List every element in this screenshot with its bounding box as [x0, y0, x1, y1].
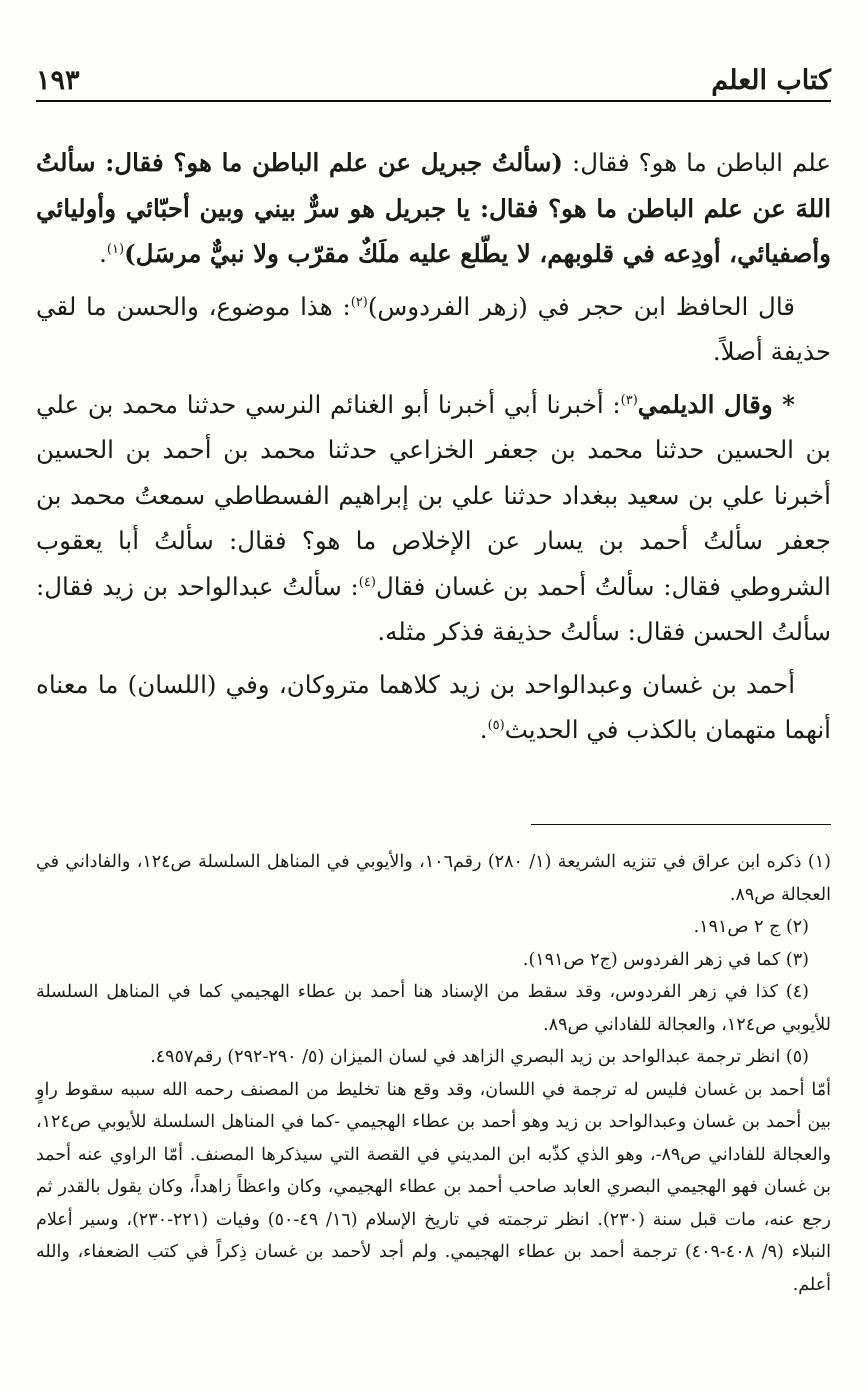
paragraph-2	[36, 284, 831, 375]
footnotes	[36, 846, 831, 1301]
footnote-2: (٢) ج ٢ ص١٩١.	[693, 917, 809, 937]
p4-text: أحمد بن غسان وعبدالواحد بن زيد كلاهما متروكان، وفي (اللسان) ما معناه أنهما متهمان بالكذب في الحديث	[36, 669, 831, 744]
header-rule	[36, 100, 831, 102]
footnote-3: (٣) كما في زهر الفردوس (ج٢ ص١٩١).	[522, 949, 809, 970]
p2-end: : هذا موضوع، والحسن ما لقي حذيفة أصلاً.	[36, 291, 831, 366]
p4-end: .	[479, 715, 488, 744]
p2-start: قال الحافظ ابن حجر في (زهر الفردوس)	[367, 291, 796, 321]
footnote-ref-1[interactable]: (١)	[106, 241, 125, 257]
paragraph-4	[36, 662, 831, 753]
footnote-4: (٤) كذا في زهر الفردوس، وقد سقط من الإسناد هنا أحمد بن عطاء الهجيمي كما في المناهل السلسلة للأيوبي ص١٢٤، والعجالة للفاداني ص٨٩.	[36, 982, 831, 1035]
footnote-ref-2[interactable]: (٢)	[350, 294, 368, 310]
p3-isnad: : أخبرنا أبي أخبرنا أبو الغنائم النرسي حدثنا محمد بن علي بن الحسين حدثنا محمد بن جعفر الخزاعي حدثنا محمد بن أحمد بن الحسين أخبرنا علي بن سعيد ببغداد حدثنا علي بن إبراهيم الفسطاطي سمعتُ محمد بن جعفر سألتُ أحمد بن يسار عن الإخلاص ما هو؟ فقال: سألتُ أبا يعقوب الشروطي فقال: سألتُ أحمد بن غسان فقال	[36, 389, 831, 601]
p1-end: .	[99, 239, 107, 268]
paragraph-3	[36, 382, 831, 655]
book-title: كتاب العلم	[711, 65, 831, 96]
p3-end: : سألتُ عبدالواحد بن زيد فقال: سألتُ الحسن فقال: سألتُ حذيفة فذكر مثله.	[36, 571, 831, 646]
footnote-5: (٥) انظر ترجمة عبدالواحد بن زيد البصري الزاهد في لسان الميزان (٥/ ٢٩٠-٢٩٢) رقم٤٩٥٧.	[150, 1047, 809, 1067]
paragraph-1	[36, 140, 831, 277]
running-header	[36, 52, 831, 96]
footnote-ref-3[interactable]: (٣)	[620, 392, 638, 408]
footnote-ref-5[interactable]: (٥)	[487, 717, 505, 733]
footnote-1: (١) ذكره ابن عراق في تنزيه الشريعة (١/ ٢٨٠) رقم١٠٦، والأيوبي في المناهل السلسلة ص١٢٤، والفاداني في العجالة ص٨٩.	[36, 852, 831, 905]
footnote-5-continuation: أمّا أحمد بن غسان فليس له ترجمة في اللسان، وقد وقع هنا تخليط من المصنف رحمه الله سببه سقوط راوٍ بين أحمد بن غسان وعبدالواحد بن زيد وهو أحمد بن عطاء الهجيمي -كما في المناهل السلسلة للأيوبي ص١٢٤، والعجالة للفاداني ص٨٩-، وهو الذي كذّبه ابن المديني في القصة التي سيذكرها المصنف. أمّا الراوي عنه أحمد بن غسان فهو الهجيمي البصري العابد صاحب أحمد بن عطاء الهجيمي، وكان واعظاً زاهداً، وكان يقول بالقدر ثم رجع عنه، مات قبل سنة (٢٣٠). انظر ترجمته في تاريخ الإسلام (١٦/ ٤٩-٥٠) وفيات (٢٢١-٢٣٠)، وسير أعلام النبلاء (٩/ ٤٠٨-٤٠٩) ترجمة أحمد بن عطاء الهجيمي. ولم أجد لأحمد بن غسان ذِكراً في كتب الضعفاء، والله أعلم.	[36, 1079, 832, 1295]
footnote-separator	[531, 824, 831, 825]
p1-plain: علم الباطن ما هو؟ فقال:	[562, 148, 831, 177]
footnote-ref-4[interactable]: (٤)	[358, 574, 376, 590]
page-number: ١٩٣	[36, 65, 80, 96]
main-text	[36, 140, 831, 760]
p3-lead: * وقال الديلمي	[637, 389, 795, 419]
p1-quote: (سألتُ جبريل عن علم الباطن ما هو؟ فقال: سألتُ اللهَ عن علم الباطن ما هو؟ فقال: يا جبريل هو سرٌّ بيني وبين أحبّائي وأوليائي وأصفيائي، أودِعه في قلوبهم، لا يطّلع عليه ملَكٌ مقرّب ولا نبيٌّ مرسَل)	[36, 148, 831, 268]
